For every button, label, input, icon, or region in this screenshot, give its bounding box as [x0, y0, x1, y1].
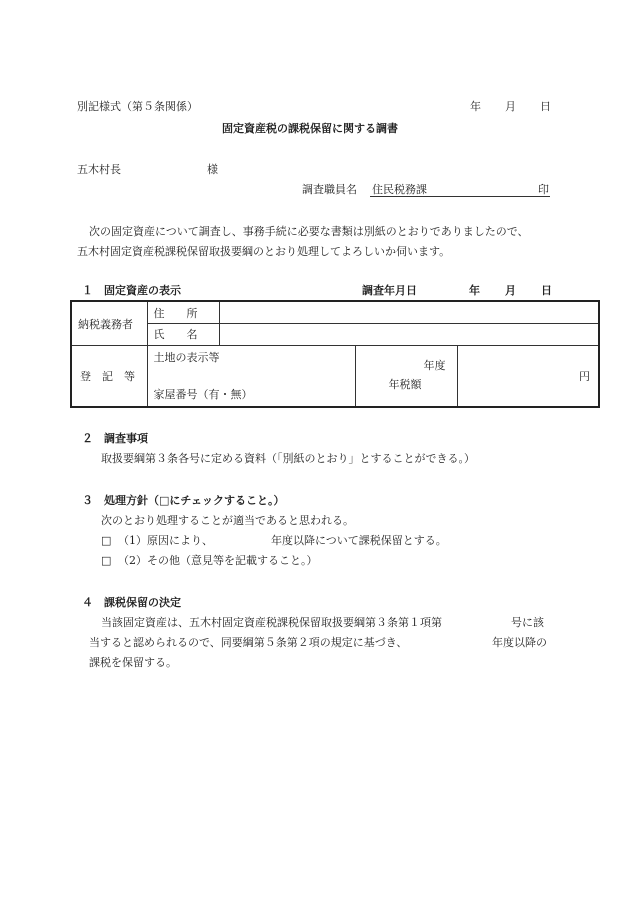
- registry-label: 登 記 等: [80, 369, 135, 383]
- section2-body: 取扱要綱第３条各号に定める資料（「別紙のとおり」とすることができる。）: [101, 452, 475, 465]
- addressee-name: 五木村長: [77, 163, 121, 176]
- section4-line2-a: 当すると認められるので、同要綱第５条第２項の規定に基づき、: [89, 636, 408, 649]
- seal-mark: 印: [538, 183, 549, 196]
- land-house-cell[interactable]: [147, 345, 355, 407]
- option1-text-a: （1）原因により、: [118, 534, 213, 547]
- investigator-label: 調査職員名: [302, 183, 357, 196]
- option2-text: （2）その他（意見等を記載すること。）: [118, 554, 318, 567]
- fiscal-year-label: 年度: [423, 358, 446, 372]
- registry-header-cell: [71, 345, 147, 407]
- tax-amount-cell[interactable]: [457, 345, 599, 407]
- survey-month-label: 月: [505, 284, 516, 297]
- name-value-cell[interactable]: [219, 323, 599, 345]
- section3-heading: ３ 処理方針（□にチェックすること。）: [82, 494, 285, 507]
- document-title: 固定資産税の課税保留に関する調書: [222, 122, 398, 135]
- date-year-label: 年: [470, 100, 481, 113]
- survey-day-label: 日: [541, 284, 552, 297]
- section4-line1-b: 号に該: [511, 616, 544, 629]
- section4-line3: 課税を保留する。: [89, 656, 177, 669]
- section4-line2-b: 年度以降の: [492, 636, 547, 649]
- name-label: 氏 名: [153, 327, 198, 341]
- section4-heading: ４ 課税保留の決定: [82, 596, 181, 609]
- address-label: 住 所: [153, 307, 198, 320]
- yen-unit: 円: [579, 369, 590, 383]
- survey-year-label: 年: [469, 284, 480, 297]
- intro-line-2: 五木村固定資産税課税保留取扱要綱のとおり処理してよろしいか伺います。: [77, 245, 451, 258]
- date-month-label: 月: [505, 100, 516, 113]
- land-description-label: 土地の表示等: [153, 350, 220, 364]
- option1-text-b: 年度以降について課税保留とする。: [271, 534, 447, 547]
- investigator-department: 住民税務課: [372, 183, 427, 196]
- survey-date-label: 調査年月日: [362, 284, 417, 297]
- fiscal-year-cell[interactable]: [355, 345, 457, 407]
- address-value-cell[interactable]: [219, 301, 599, 323]
- form-reference: 別記様式（第５条関係）: [77, 100, 198, 113]
- taxpayer-header-cell: [71, 301, 147, 345]
- section3-body: 次のとおり処理することが適当であると思われる。: [101, 514, 354, 527]
- address-label-cell: [147, 301, 219, 323]
- taxpayer-label: 納税義務者: [78, 318, 133, 331]
- section4-line1-a: 当該固定資産は、五木村固定資産税課税保留取扱要綱第３条第１項第: [101, 616, 442, 629]
- section1-heading: １ 固定資産の表示: [82, 284, 181, 297]
- section2-heading: ２ 調査事項: [82, 432, 148, 445]
- annual-tax-label: 年税額: [388, 377, 422, 391]
- date-day-label: 日: [540, 100, 551, 113]
- addressee-honorific: 様: [207, 163, 218, 176]
- option2-checkbox[interactable]: □: [101, 554, 112, 567]
- name-label-cell: [147, 323, 219, 345]
- property-table: [70, 300, 600, 408]
- option1-checkbox[interactable]: □: [101, 534, 112, 547]
- intro-line-1: 次の固定資産について調査し、事務手続に必要な書類は別紙のとおりでありましたので、: [89, 225, 529, 238]
- house-number-label: 家屋番号（有・無）: [153, 387, 253, 401]
